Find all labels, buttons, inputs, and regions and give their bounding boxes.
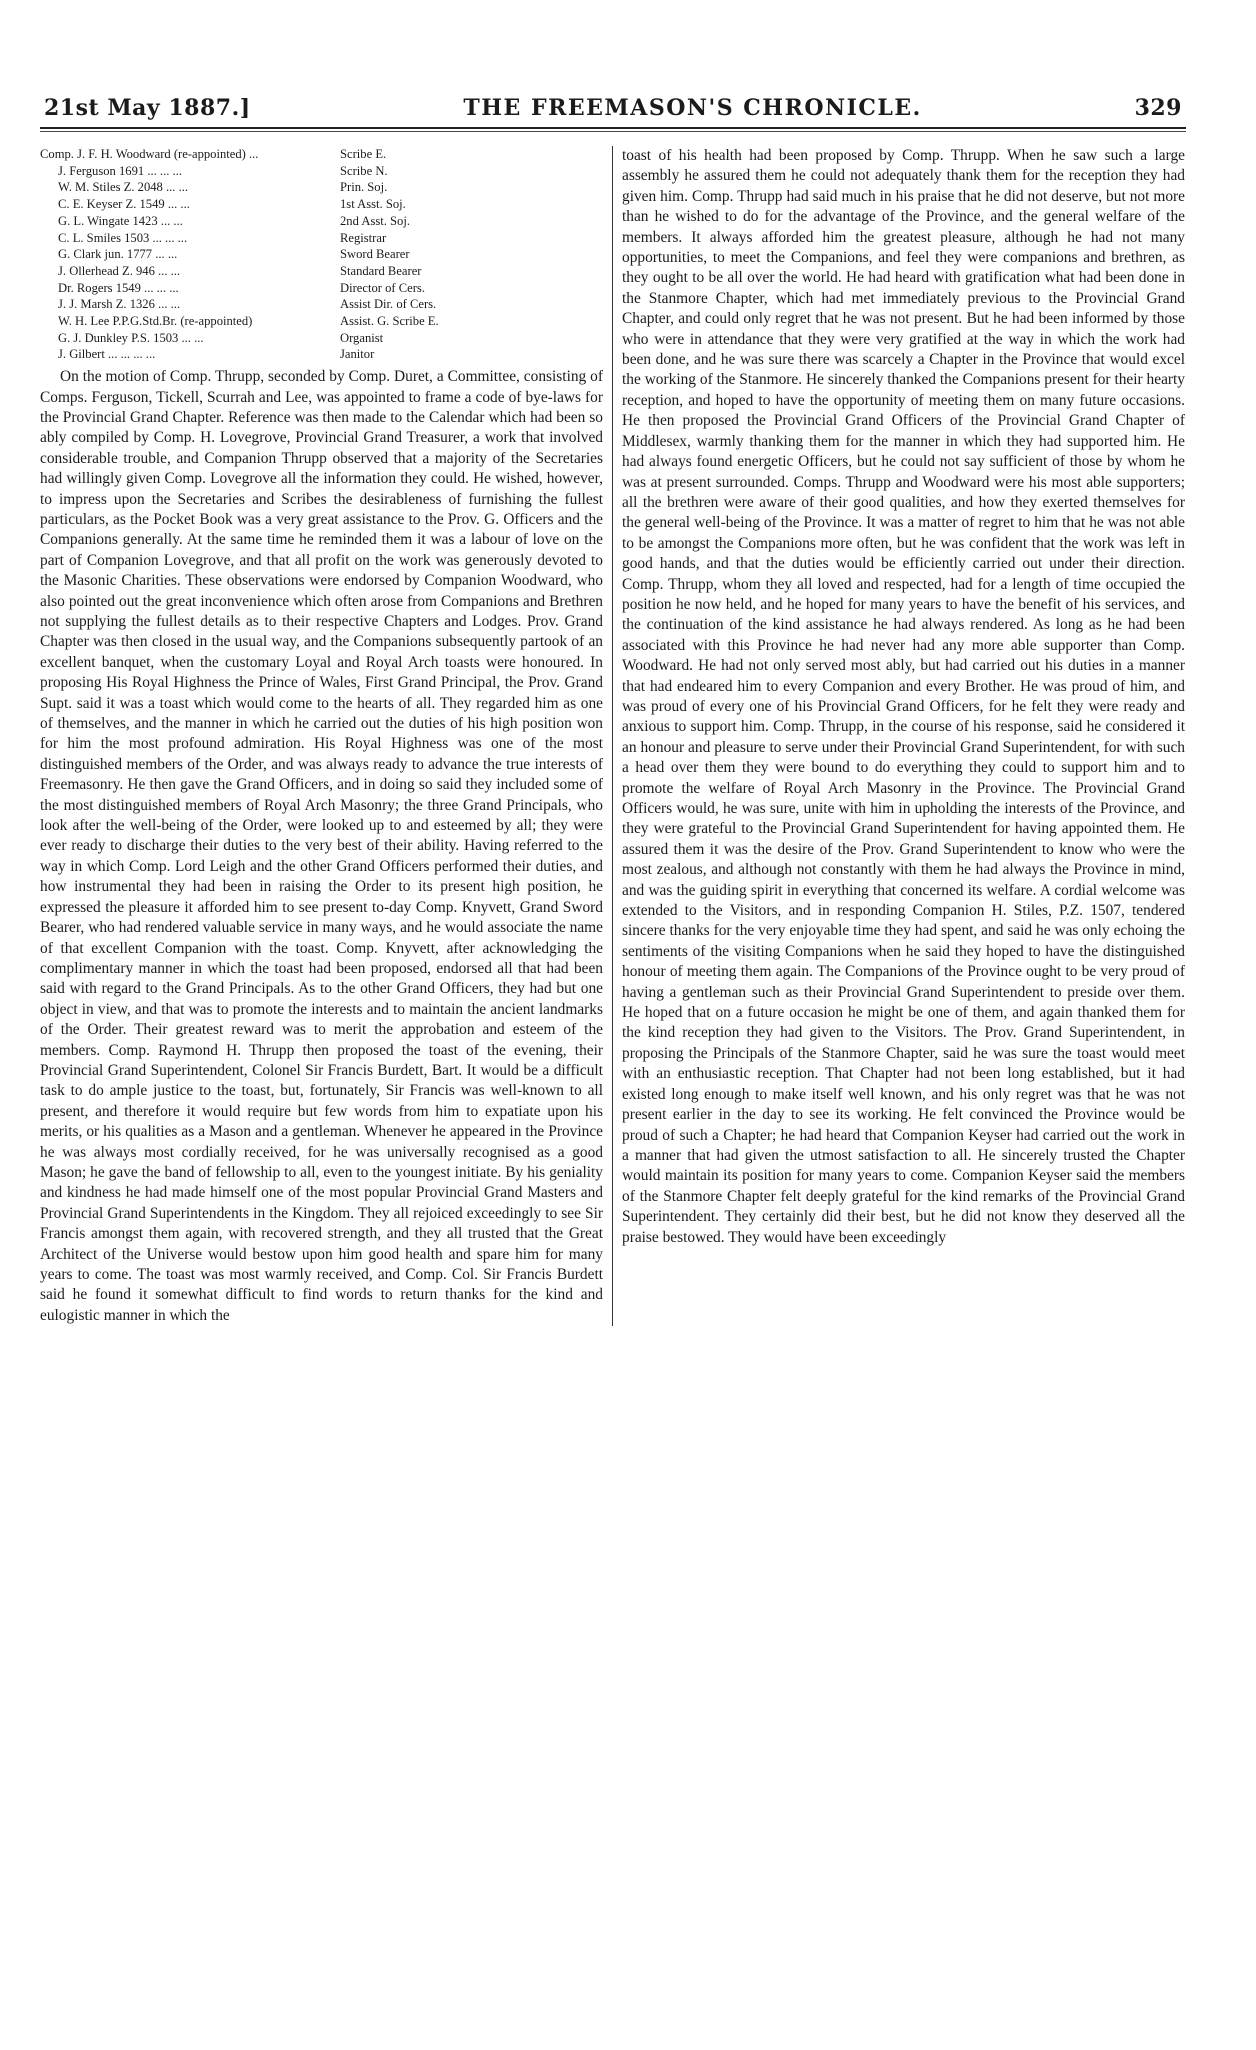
officer-office: Janitor xyxy=(340,347,375,362)
officer-name: J. Ollerhead Z. 946 ... ... xyxy=(58,263,181,278)
officer-name: J. Gilbert ... ... ... ... xyxy=(58,347,156,362)
article-columns xyxy=(40,146,1186,1326)
officer-name: G. L. Wingate 1423 ... ... xyxy=(58,213,183,228)
left-column xyxy=(40,146,612,1326)
officer-office: 2nd Asst. Soj. xyxy=(340,213,410,228)
officer-name: Dr. Rogers 1549 ... ... ... xyxy=(58,280,179,295)
officer-name: C. E. Keyser Z. 1549 ... ... xyxy=(58,197,190,212)
masthead-rule-thin xyxy=(40,131,1186,132)
officer-office: Assist Dir. of Cers. xyxy=(340,297,437,312)
officer-office: Standard Bearer xyxy=(340,263,422,278)
officer-office: Scribe E. xyxy=(340,147,387,161)
newspaper-page xyxy=(40,95,1186,1326)
officer-row xyxy=(40,213,603,230)
officer-name: J. J. Marsh Z. 1326 ... ... xyxy=(58,297,181,312)
officer-name: Comp. J. F. H. Woodward (re-appointed) ... xyxy=(40,147,259,161)
page-number: 329 xyxy=(1134,95,1182,121)
officer-office: Director of Cers. xyxy=(340,280,425,295)
officer-office: Sword Bearer xyxy=(340,247,410,262)
masthead-rule xyxy=(40,127,1186,129)
officer-row xyxy=(40,179,603,196)
officer-row xyxy=(40,296,603,313)
officer-office: Organist xyxy=(340,330,384,345)
officer-name: G. Clark jun. 1777 ... ... xyxy=(58,247,178,262)
officer-row xyxy=(40,246,603,263)
officer-office: Registrar xyxy=(340,230,387,245)
officer-row xyxy=(40,146,603,163)
officer-office: Assist. G. Scribe E. xyxy=(340,314,439,329)
officer-row xyxy=(40,346,603,363)
officer-row xyxy=(40,313,603,330)
officer-row xyxy=(40,230,603,247)
officer-row xyxy=(40,163,603,180)
officer-office: Scribe N. xyxy=(340,163,388,178)
article-paragraph: On the motion of Comp. Thrupp, seconded by Comp. Duret, a Committee, consisting of Comps. Ferguson, Tickell, Scurrah and Lee, was appointed to frame a code of bye-laws for the Provincial Grand Chapter. Reference was then made to the Calendar which had been so ably compiled by Comp. H. Lovegrove, Provincial Grand Treasurer, a work that involved considerable trouble, and Companion Thrupp observed that a majority of the Secretaries had willingly given Comp. Lovegrove all the information they could. He wished, however, to impress upon the Secretaries and Scribes the desirableness of furnishing the fullest particulars, as the Pocket Book was a very great assistance to the Prov. G. Officers and the Companions generally. At the same time he reminded them it was a labour of love on the part of Companion Lovegrove, and that all profit on the work was generously devoted to the Masonic Charities. These observations were endorsed by Companion Woodward, who also pointed out the great inconvenience which often arose from Companions and Brethren not supplying the fullest details as to their respective Chapters and Lodges. Prov. Grand Chapter was then closed in the usual way, and the Companions subsequently partook of an excellent banquet, when the customary Loyal and Royal Arch toasts were honoured. In proposing His Royal Highness the Prince of Wales, First Grand Principal, the Prov. Grand Supt. said it was a toast which would come to the hearts of all. They regarded him as one of themselves, and the manner in which he carried out the duties of his high position won for him the most profound admiration. His Royal Highness was one of the most distinguished members of the Order, and was always ready to advance the true interests of Freemasonry. He then gave the Grand Officers, and in doing so said they included some of the most distinguished members of Royal Arch Masonry; the three Grand Principals, who look after the well-being of the Order, were looked up to and esteemed by all; they were ever ready to discharge their duties to the very best of their ability. Having referred to the way in which Comp. Lord Leigh and the other Grand Officers performed their duties, and how instrumental they had been in raising the Order to its present high position, he expressed the pleasure it afforded him to see present to-day Comp. Knyvett, Grand Sword Bearer, who had rendered valuable service in many ways, and he would associate the name of that excellent Companion with the toast. Comp. Knyvett, after acknowledging the complimentary manner in which the toast had been proposed, endorsed all that had been said with regard to the Grand Principals. As to the other Grand Officers, they had but one object in view, and that was to promote the interests and to maintain the ancient landmarks of the Order. Their greatest reward was to merit the approbation and esteem of the members. Comp. Raymond H. Thrupp then proposed the toast of the evening, their Provincial Grand Superintendent, Colonel Sir Francis Burdett, Bart. It would be a difficult task to do ample justice to the toast, but, fortunately, Sir Francis was well-known to all present, and therefore it would require but few words from him to expatiate upon his merits, or his qualities as a Mason and a gentleman. Whenever he appeared in the Province he was always most cordially received, for he was universally recognised as a good Mason; he gave the band of fellowship to all, even to the youngest initiate. By his geniality and kindness he had made himself one of the most popular Provincial Grand Masters and Provincial Grand Superintendents in the Kingdom. They all rejoiced exceedingly to see Sir Francis amongst them again, with recovered strength, and they all trusted that the Great Architect of the Universe would bestow upon him good health and spare him for many years to come. The toast was most warmly received, and Comp. Col. Sir Francis Burdett said he found it somewhat difficult to find words to return thanks for the kind and eulogistic manner in which the xyxy=(40,368,603,1324)
publication-title: THE FREEMASON'S CHRONICLE. xyxy=(463,95,922,121)
officer-name: W. H. Lee P.P.G.Std.Br. (re-appointed) xyxy=(58,314,253,329)
officer-name: W. M. Stiles Z. 2048 ... ... xyxy=(58,180,189,195)
officer-office: Prin. Soj. xyxy=(340,180,388,195)
article-paragraph: toast of his health had been proposed by Comp. Thrupp. When he saw such a large assembly he assured them he could not adequately thank them for the reception they had given him. Comp. Thrupp had said much in his praise that he did not deserve, but not more than he wished to do for the advantage of the Province, and the general welfare of the members. It always afforded him the greatest pleasure, although he had not many opportunities, to meet the Companions, and feel they were companions and brethren, as they ought to be all over the world. He had heard with gratification what had been done in the Stanmore Chapter, which had met immediately previous to the Provincial Grand Chapter, and could only regret that he was not present. But he had been informed by those who were in attendance that they were very gratified at the way in which the work had been done, and he was sure there was scarcely a Chapter in the Province that would excel the working of the Stanmore. He sincerely thanked the Companions present for their hearty reception, and hoped to have the opportunity of meeting them on many future occasions. He then proposed the Provincial Grand Officers of the Provincial Grand Chapter of Middlesex, warmly thanking them for the manner in which they had supported him. He had always found energetic Officers, but he could not say sufficient of those by whom he was at present surrounded. Comps. Thrupp and Woodward were his most able supporters; all the brethren were aware of their good qualities, and how they exerted themselves for the general well-being of the Province. It was a matter of regret to him that he was not able to be amongst the Companions more often, but he was confident that the work was left in good hands, and that the duties would be efficiently carried out under their direction. Comp. Thrupp, whom they all loved and respected, had for a length of time occupied the position he now held, and he hoped for many years to have the benefit of his services, and the continuation of the kind assistance he had always rendered. As long as he had been associated with this Province he had never had any more able supporter than Comp. Woodward. He had not only served most ably, but had carried out his duties in a manner that had endeared him to every Companion and every Brother. He was proud of him, and was proud of every one of his Provincial Grand Officers, for he felt they were ready and anxious to support him. Comp. Thrupp, in the course of his response, said he considered it an honour and pleasure to serve under their Provincial Grand Superintendent, for with such a head over them they were bound to do everything they could to support him and to promote the welfare of Royal Arch Masonry in the Province. The Provincial Grand Officers would, he was sure, unite with him in upholding the interests of the Province, and they were grateful to the Provincial Grand Superintendent for having appointed them. He assured them it was the desire of the Prov. Grand Superintendent to know who were the most zealous, and although not constantly with them he had always the Province in mind, and was the guiding spirit in everything that concerned its welfare. A cordial welcome was extended to the Visitors, and in responding Companion H. Stiles, P.Z. 1507, tendered sincere thanks for the very enjoyable time they had spent, and said he was only echoing the sentiments of the visiting Companions when he said they hoped to have the distinguished honour of meeting them again. The Companions of the Province ought to be very proud of having a gentleman such as their Provincial Grand Superintendent to preside over them. He hoped that on a future occasion he might be one of them, and again thanked them for the kind reception they had given to the Visitors. The Prov. Grand Superintendent, in proposing the Principals of the Stanmore Chapter, said he was sure the toast would meet with an enthusiastic reception. That Chapter had not been long established, but it had existed long enough to make itself well known, and his only regret was that he was not present earlier in the day to see its working. He felt convinced the Province would be proud of such a Chapter; he had heard that Companion Keyser had carried out the work in a manner that had given the utmost satisfaction to all. He sincerely trusted the Chapter would maintain its position for many years to come. Companion Keyser said the members of the Stanmore Chapter felt deeply grateful for the kind remarks of the Provincial Grand Superintendent. They certainly did their best, but he did not know they deserved all the praise bestowed. They would have been exceedingly xyxy=(622,147,1185,1246)
officer-name: J. Ferguson 1691 ... ... ... xyxy=(58,163,182,178)
officer-name: G. J. Dunkley P.S. 1503 ... ... xyxy=(58,330,204,345)
officer-row xyxy=(40,280,603,297)
officer-row xyxy=(40,196,603,213)
officer-row xyxy=(40,330,603,347)
masthead xyxy=(40,95,1186,127)
officer-office: 1st Asst. Soj. xyxy=(340,197,406,212)
right-column xyxy=(612,146,1185,1326)
officer-row xyxy=(40,263,603,280)
officer-name: C. L. Smiles 1503 ... ... ... xyxy=(58,230,188,245)
officer-list xyxy=(40,146,603,363)
issue-date: 21st May 1887.] xyxy=(44,95,251,121)
